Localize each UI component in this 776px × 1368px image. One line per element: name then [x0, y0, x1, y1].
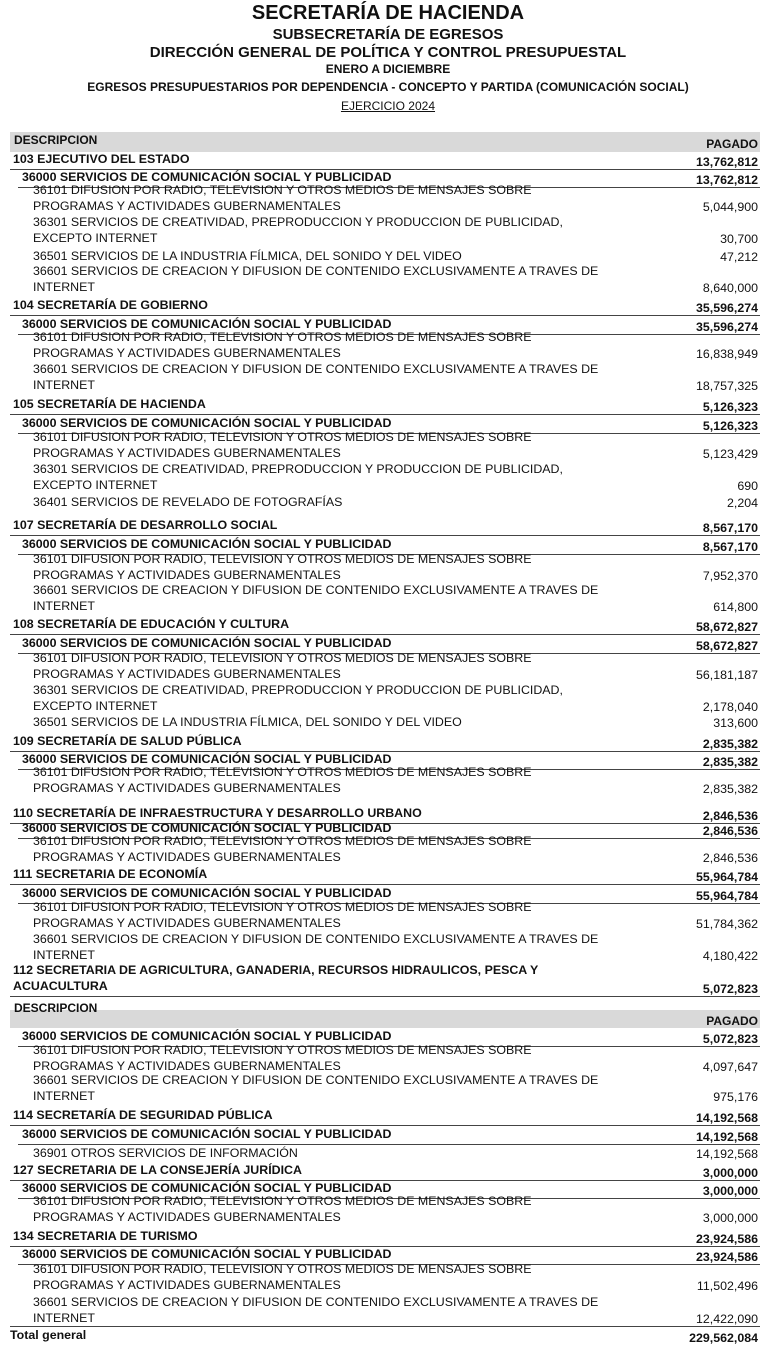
row-separator	[10, 414, 760, 415]
row-description: 36101 DIFUSION POR RADIO, TELEVISION Y OTROS MEDIOS DE MENSAJES SOBRE PROGRAMAS Y ACTIVIDADES GUBERNAMENTALES	[33, 430, 532, 460]
row-paid-value: 47,212	[720, 250, 758, 264]
row-description: 36000 SERVICIOS DE COMUNICACIÓN SOCIAL Y PUBLICIDAD	[22, 537, 392, 551]
row-paid-value: 2,835,382	[702, 782, 758, 796]
total-label: Total general	[10, 1328, 87, 1342]
row-description: 36101 DIFUSION POR RADIO, TELEVISION Y OTROS MEDIOS DE MENSAJES SOBRE PROGRAMAS Y ACTIVIDADES GUBERNAMENTALES	[33, 834, 532, 864]
row-paid-value: 3,000,000	[702, 1211, 758, 1225]
column-description: DESCRIPCION	[14, 133, 98, 147]
row-description: 109 SECRETARÍA DE SALUD PÚBLICA	[13, 734, 242, 748]
continuation-header	[10, 1001, 760, 1028]
row-paid-value: 313,600	[713, 716, 758, 730]
row-description: 36000 SERVICIOS DE COMUNICACIÓN SOCIAL Y PUBLICIDAD	[22, 1181, 392, 1195]
row-description: 36000 SERVICIOS DE COMUNICACIÓN SOCIAL Y PUBLICIDAD	[22, 317, 392, 331]
title-subsecretaria: SUBSECRETARÍA DE EGRESOS	[272, 26, 504, 43]
row-description: 36000 SERVICIOS DE COMUNICACIÓN SOCIAL Y PUBLICIDAD	[22, 170, 392, 184]
row-paid-value: 58,672,827	[695, 620, 758, 634]
row-paid-value: 30,700	[720, 232, 758, 246]
row-paid-value: 5,044,900	[702, 200, 758, 214]
total-separator	[10, 1326, 760, 1327]
row-description: 36301 SERVICIOS DE CREATIVIDAD, PREPRODUCCION Y PRODUCCION DE PUBLICIDAD, EXCEPTO INTERNET	[33, 462, 563, 492]
row-paid-value: 35,596,274	[695, 301, 758, 315]
row-description: 111 SECRETARIA DE ECONOMÍA	[13, 867, 208, 881]
row-description: 36101 DIFUSION POR RADIO, TELEVISION Y OTROS MEDIOS DE MENSAJES SOBRE PROGRAMAS Y ACTIVIDADES GUBERNAMENTALES	[33, 1043, 532, 1073]
row-paid-value: 4,097,647	[702, 1060, 758, 1074]
row-description: 36401 SERVICIOS DE REVELADO DE FOTOGRAFÍAS	[33, 495, 343, 509]
row-paid-value: 5,123,429	[702, 447, 758, 461]
row-description: 107 SECRETARÍA DE DESARROLLO SOCIAL	[13, 518, 278, 532]
row-separator	[10, 634, 760, 635]
row-separator	[10, 315, 760, 316]
row-description: 36000 SERVICIOS DE COMUNICACIÓN SOCIAL Y PUBLICIDAD	[22, 1247, 392, 1261]
row-paid-value: 4,180,422	[702, 949, 758, 963]
row-description: 36101 DIFUSION POR RADIO, TELEVISION Y OTROS MEDIOS DE MENSAJES SOBRE PROGRAMAS Y ACTIVIDADES GUBERNAMENTALES	[33, 330, 532, 360]
table-header	[10, 132, 760, 152]
row-paid-value: 14,192,568	[695, 1147, 758, 1161]
row-paid-value: 55,964,784	[695, 870, 758, 884]
row-paid-value: 2,835,382	[702, 755, 758, 769]
row-description: 36601 SERVICIOS DE CREACION Y DIFUSION DE CONTENIDO EXCLUSIVAMENTE A TRAVES DE INTERNET	[33, 932, 599, 962]
row-description: 36601 SERVICIOS DE CREACION Y DIFUSION DE CONTENIDO EXCLUSIVAMENTE A TRAVES DE INTERNET	[33, 1073, 599, 1103]
row-description: 36000 SERVICIOS DE COMUNICACIÓN SOCIAL Y PUBLICIDAD	[22, 821, 392, 835]
row-paid-value: 5,126,323	[702, 419, 758, 433]
row-description: 36301 SERVICIOS DE CREATIVIDAD, PREPRODUCCION Y PRODUCCION DE PUBLICIDAD, EXCEPTO INTERNET	[33, 683, 563, 713]
row-description: 104 SECRETARÍA DE GOBIERNO	[13, 298, 208, 312]
row-description: 36000 SERVICIOS DE COMUNICACIÓN SOCIAL Y PUBLICIDAD	[22, 416, 392, 430]
row-paid-value: 8,640,000	[702, 281, 758, 295]
report-title: EGRESOS PRESUPUESTARIOS POR DEPENDENCIA - CONCEPTO Y PARTIDA (COMUNICACIÓN SOCIAL)	[87, 80, 689, 94]
row-description: 36601 SERVICIOS DE CREACION Y DIFUSION DE CONTENIDO EXCLUSIVAMENTE A TRAVES DE INTERNET	[33, 1295, 599, 1325]
row-paid-value: 23,924,586	[695, 1250, 758, 1264]
row-paid-value: 3,000,000	[702, 1166, 758, 1180]
row-description: 134 SECRETARIA DE TURISMO	[13, 1229, 198, 1243]
row-paid-value: 23,924,586	[695, 1232, 758, 1246]
row-paid-value: 56,181,187	[695, 668, 758, 682]
row-description: 110 SECRETARÍA DE INFRAESTRUCTURA Y DESARROLLO URBANO	[13, 806, 422, 820]
row-description: 36000 SERVICIOS DE COMUNICACIÓN SOCIAL Y PUBLICIDAD	[22, 752, 392, 766]
row-description: 127 SECRETARIA DE LA CONSEJERÍA JURÍDICA	[13, 1163, 302, 1177]
column-description-continued: DESCRIPCION	[14, 1001, 98, 1015]
row-description: 36101 DIFUSION POR RADIO, TELEVISION Y OTROS MEDIOS DE MENSAJES SOBRE PROGRAMAS Y ACTIVIDADES GUBERNAMENTALES	[33, 552, 532, 582]
row-paid-value: 3,000,000	[702, 1184, 758, 1198]
row-description: 103 EJECUTIVO DEL ESTADO	[13, 152, 190, 166]
title-direccion: DIRECCIÓN GENERAL DE POLÍTICA Y CONTROL PRESUPUESTAL	[149, 44, 627, 61]
row-paid-value: 975,176	[713, 1090, 758, 1104]
row-paid-value: 5,072,823	[702, 982, 758, 996]
row-separator	[18, 1144, 760, 1145]
row-description: 36101 DIFUSION POR RADIO, TELEVISION Y OTROS MEDIOS DE MENSAJES SOBRE PROGRAMAS Y ACTIVIDADES GUBERNAMENTALES	[33, 900, 532, 930]
row-paid-value: 2,835,382	[702, 737, 758, 751]
column-paid: PAGADO	[706, 137, 758, 151]
row-paid-value: 55,964,784	[695, 889, 758, 903]
row-paid-value: 14,192,568	[695, 1130, 758, 1144]
row-paid-value: 12,422,090	[695, 1312, 758, 1326]
column-paid-continued: PAGADO	[706, 1014, 758, 1028]
row-description: 108 SECRETARÍA DE EDUCACIÓN Y CULTURA	[13, 617, 290, 631]
row-paid-value: 7,952,370	[702, 569, 758, 583]
row-description: 36000 SERVICIOS DE COMUNICACIÓN SOCIAL Y PUBLICIDAD	[22, 886, 392, 900]
period-label: ENERO A DICIEMBRE	[325, 62, 451, 76]
row-description: 36501 SERVICIOS DE LA INDUSTRIA FÍLMICA, DEL SONIDO Y DEL VIDEO	[33, 249, 462, 263]
row-paid-value: 58,672,827	[695, 639, 758, 653]
row-description: 36101 DIFUSION POR RADIO, TELEVISION Y OTROS MEDIOS DE MENSAJES SOBRE PROGRAMAS Y ACTIVIDADES GUBERNAMENTALES	[33, 765, 532, 795]
row-paid-value: 5,126,323	[702, 400, 758, 414]
row-paid-value: 2,178,040	[702, 700, 758, 714]
row-paid-value: 8,567,170	[702, 521, 758, 535]
row-paid-value: 13,762,812	[695, 155, 758, 169]
row-description: 36301 SERVICIOS DE CREATIVIDAD, PREPRODUCCION Y PRODUCCION DE PUBLICIDAD, EXCEPTO INTERNET	[33, 215, 563, 245]
row-paid-value: 18,757,325	[695, 379, 758, 393]
row-paid-value: 5,072,823	[702, 1032, 758, 1046]
row-separator	[10, 996, 760, 997]
row-paid-value: 2,846,536	[702, 809, 758, 823]
row-paid-value: 16,838,949	[695, 347, 758, 361]
row-description: 36000 SERVICIOS DE COMUNICACIÓN SOCIAL Y PUBLICIDAD	[22, 1127, 392, 1141]
row-paid-value: 614,800	[713, 600, 758, 614]
row-description: 36601 SERVICIOS DE CREACION Y DIFUSION DE CONTENIDO EXCLUSIVAMENTE A TRAVES DE INTERNET	[33, 362, 599, 392]
row-paid-value: 2,846,536	[702, 824, 758, 838]
row-paid-value: 35,596,274	[695, 320, 758, 334]
row-paid-value: 2,204	[726, 496, 758, 510]
row-separator	[10, 884, 760, 885]
row-paid-value: 51,784,362	[695, 917, 758, 931]
row-paid-value: 14,192,568	[695, 1111, 758, 1125]
row-paid-value: 8,567,170	[702, 540, 758, 554]
row-description: 36101 DIFUSION POR RADIO, TELEVISION Y OTROS MEDIOS DE MENSAJES SOBRE PROGRAMAS Y ACTIVIDADES GUBERNAMENTALES	[33, 1262, 532, 1292]
row-description: 112 SECRETARIA DE AGRICULTURA, GANADERIA, RECURSOS HIDRAULICOS, PESCA Y ACUACULTURA	[13, 963, 539, 993]
row-separator	[10, 535, 760, 536]
row-description: 36000 SERVICIOS DE COMUNICACIÓN SOCIAL Y PUBLICIDAD	[22, 636, 392, 650]
row-paid-value: 11,502,496	[696, 1279, 758, 1293]
row-description: 36000 SERVICIOS DE COMUNICACIÓN SOCIAL Y PUBLICIDAD	[22, 1029, 392, 1043]
row-description: 36101 DIFUSION POR RADIO, TELEVISION Y OTROS MEDIOS DE MENSAJES SOBRE PROGRAMAS Y ACTIVIDADES GUBERNAMENTALES	[33, 183, 532, 213]
row-paid-value: 690	[737, 479, 758, 493]
row-description: 36601 SERVICIOS DE CREACION Y DIFUSION DE CONTENIDO EXCLUSIVAMENTE A TRAVES DE INTERNET	[33, 583, 599, 613]
row-paid-value: 13,762,812	[695, 173, 758, 187]
title-secretaria: SECRETARÍA DE HACIENDA	[251, 2, 525, 24]
row-separator	[10, 1125, 760, 1126]
row-description: 36901 OTROS SERVICIOS DE INFORMACIÓN	[33, 1146, 298, 1160]
row-description: 36101 DIFUSION POR RADIO, TELEVISION Y OTROS MEDIOS DE MENSAJES SOBRE PROGRAMAS Y ACTIVIDADES GUBERNAMENTALES	[33, 651, 532, 681]
row-description: 36501 SERVICIOS DE LA INDUSTRIA FÍLMICA, DEL SONIDO Y DEL VIDEO	[33, 715, 462, 729]
fiscal-year: EJERCICIO 2024	[340, 99, 436, 113]
row-description: 36101 DIFUSION POR RADIO, TELEVISION Y OTROS MEDIOS DE MENSAJES SOBRE PROGRAMAS Y ACTIVIDADES GUBERNAMENTALES	[33, 1194, 532, 1224]
row-description: 36601 SERVICIOS DE CREACION Y DIFUSION DE CONTENIDO EXCLUSIVAMENTE A TRAVES DE INTERNET	[33, 264, 599, 294]
row-description: 114 SECRETARÍA DE SEGURIDAD PÚBLICA	[13, 1108, 273, 1122]
row-paid-value: 2,846,536	[702, 851, 758, 865]
row-description: 105 SECRETARÍA DE HACIENDA	[13, 397, 206, 411]
total-value: 229,562,084	[689, 1331, 758, 1345]
